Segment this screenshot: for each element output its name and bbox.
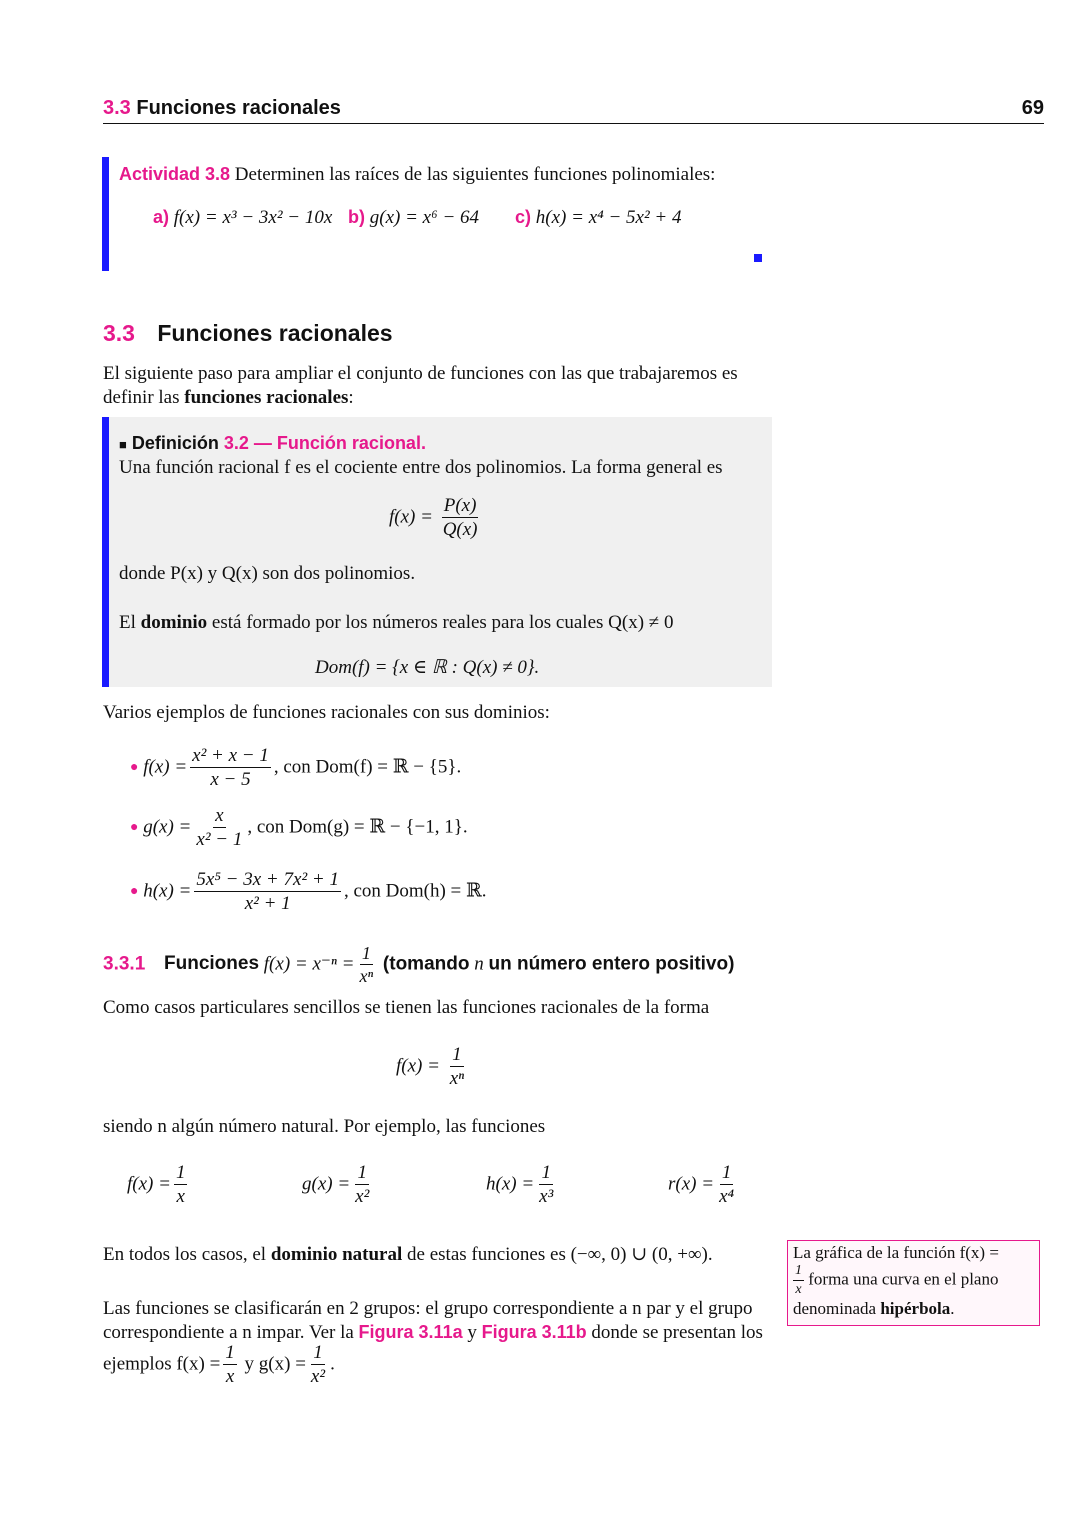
- definition-formula: [389, 496, 483, 540]
- item-lhs: f(x) =: [173, 207, 218, 228]
- numerator: 1: [452, 1044, 462, 1065]
- denominator: x: [176, 1185, 185, 1207]
- example-item: [130, 870, 487, 914]
- item-label: c): [515, 207, 532, 227]
- formula-lhs: f(x) =: [389, 506, 433, 528]
- fraction: [223, 1343, 237, 1387]
- domain-text: está formado por los números reales para los cuales Q(x) ≠ 0: [207, 612, 674, 633]
- denominator: x³: [539, 1185, 554, 1207]
- domain-bold: dominio: [140, 612, 208, 633]
- definition-text: Una función racional f es el cociente entre dos polinomios. La forma general es: [119, 457, 723, 478]
- denominator: x: [225, 1365, 235, 1387]
- denominator: x² + 1: [244, 892, 291, 914]
- definition-heading: [119, 433, 426, 454]
- section-intro-line1: El siguiente paso para ampliar el conjunto de funciones con las que trabajaremos es: [103, 363, 738, 384]
- activity-item-a: [153, 207, 332, 229]
- definition-where: donde P(x) y Q(x) son dos polinomios.: [119, 563, 416, 584]
- fraction: [537, 1163, 555, 1207]
- item-label: b): [348, 207, 365, 227]
- definition-bar: [102, 417, 109, 687]
- numerator: 1: [721, 1162, 732, 1183]
- denominator: x²: [310, 1365, 326, 1387]
- item-expr: x⁶ − 64: [422, 207, 480, 228]
- text: .: [950, 1299, 955, 1318]
- func-lhs: g(x) =: [302, 1173, 351, 1195]
- activity-statement: [119, 164, 715, 186]
- activity-text: Determinen las raíces de las siguientes funciones polinomiales:: [234, 164, 716, 185]
- subsection-heading: [103, 944, 734, 986]
- denominator: x²: [355, 1185, 370, 1207]
- denominator: xⁿ: [359, 965, 374, 986]
- function-example: [486, 1163, 558, 1207]
- text: y g(x) =: [244, 1353, 306, 1375]
- activity-item-c: [515, 207, 682, 229]
- running-header: [103, 97, 341, 120]
- paragraph: Como casos particulares sencillos se tienen las funciones racionales de la forma: [103, 997, 710, 1018]
- text: correspondiente a n impar. Ver la: [103, 1322, 359, 1343]
- subsection-title: Funciones: [164, 953, 260, 975]
- margin-note-line1: La gráfica de la función f(x) =: [793, 1243, 999, 1262]
- domain-text: El: [119, 612, 141, 633]
- example-lhs: f(x) =: [143, 756, 188, 778]
- numerator: 1: [357, 1162, 367, 1183]
- function-example: [127, 1163, 190, 1207]
- paragraph-line: Las funciones se clasificarán en 2 grupos: el grupo correspondiente a n par y el grupo: [103, 1298, 753, 1319]
- example-lhs: g(x) =: [143, 816, 192, 838]
- bold-text: dominio natural: [270, 1244, 403, 1265]
- func-lhs: r(x) =: [668, 1173, 715, 1195]
- paragraph-line: [103, 1343, 335, 1387]
- page-number: 69: [1021, 97, 1044, 119]
- intro-text: definir las: [103, 387, 185, 408]
- fraction: [358, 944, 376, 986]
- numerator: 1: [793, 1264, 804, 1281]
- func-lhs: f(x) =: [127, 1173, 171, 1195]
- intro-bold: funciones racionales: [184, 387, 349, 408]
- denominator: x: [795, 1281, 802, 1297]
- bold-text: hipérbola: [880, 1299, 951, 1318]
- fraction: [194, 806, 244, 850]
- func-lhs: h(x) =: [486, 1173, 535, 1195]
- formula-block: [396, 1045, 469, 1089]
- numerator: 5x⁵ − 3x + 7x² + 1: [196, 869, 339, 890]
- text: donde se presentan los: [586, 1322, 763, 1343]
- numerator: x: [215, 805, 224, 826]
- section-intro-line2: [103, 387, 354, 409]
- fraction: [353, 1163, 371, 1207]
- subsection-number: 3.3.1: [103, 953, 146, 975]
- paragraph-domain: [103, 1243, 713, 1266]
- section-heading: [103, 320, 393, 347]
- fraction: [174, 1163, 188, 1207]
- formula-lhs: f(x) =: [396, 1055, 440, 1077]
- fraction: [190, 746, 271, 790]
- numerator: 1: [175, 1162, 186, 1183]
- activity-label: Actividad 3.8: [119, 164, 231, 184]
- header-title: Funciones racionales: [136, 97, 341, 119]
- numerator: 1: [541, 1162, 551, 1183]
- denominator: xⁿ: [449, 1067, 465, 1089]
- subsection-expr: f(x) = x⁻ⁿ =: [263, 953, 355, 975]
- square-bullet-icon: ■: [119, 437, 127, 452]
- item-label: a): [153, 207, 170, 227]
- paragraph: siendo n algún número natural. Por ejemplo, las funciones: [103, 1116, 546, 1137]
- function-example: [668, 1163, 739, 1207]
- example-domain: , con Dom(f) = ℝ − {5}.: [273, 756, 462, 778]
- domain-formula: Dom(f) = {x ∈ ℝ : Q(x) ≠ 0}.: [315, 657, 540, 678]
- text: En todos los casos, el: [103, 1244, 271, 1265]
- example-domain: , con Dom(h) = ℝ.: [343, 880, 487, 902]
- denominator: x² − 1: [196, 828, 243, 850]
- examples-intro: Varios ejemplos de funciones racionales con sus dominios:: [103, 702, 550, 723]
- denominator: Q(x): [442, 518, 478, 540]
- item-lhs: h(x) =: [535, 207, 584, 228]
- numerator: 1: [361, 943, 371, 963]
- bullet-icon: ●: [130, 759, 139, 775]
- text: ejemplos f(x) =: [103, 1353, 221, 1375]
- text: denominada: [793, 1299, 881, 1318]
- header-section-number: 3.3: [103, 97, 131, 119]
- fraction: [717, 1163, 736, 1207]
- activity-bar: [102, 157, 109, 271]
- subsection-title: un número entero positivo): [488, 953, 735, 975]
- example-item: [130, 746, 461, 790]
- example-item: [130, 806, 468, 850]
- subsection-n: n: [474, 953, 484, 975]
- bullet-icon: ●: [130, 883, 139, 899]
- denominator: x⁴: [719, 1185, 735, 1207]
- fraction: [793, 1264, 804, 1297]
- margin-note-line3: [793, 1299, 955, 1319]
- text: .: [330, 1353, 335, 1375]
- definition-word: Definición: [131, 433, 219, 453]
- figure-link-3-11a[interactable]: Figura 3.11a: [358, 1322, 463, 1342]
- paragraph-line: [103, 1322, 763, 1344]
- fraction: [441, 496, 480, 540]
- numerator: 1: [225, 1342, 235, 1363]
- text: forma una curva en el plano: [808, 1269, 999, 1289]
- end-of-activity-square-icon: [754, 254, 762, 262]
- text: de estas funciones es (−∞, 0) ∪ (0, +∞).: [402, 1244, 713, 1265]
- item-expr: x³ − 3x² − 10x: [222, 207, 333, 228]
- denominator: x − 5: [210, 768, 251, 790]
- section-title: Funciones racionales: [157, 320, 393, 346]
- numerator: 1: [313, 1342, 323, 1363]
- figure-link-3-11b[interactable]: Figura 3.11b: [481, 1322, 587, 1342]
- function-example: [302, 1163, 374, 1207]
- fraction: [309, 1343, 327, 1387]
- header-rule: [103, 123, 1044, 124]
- margin-note-line2: [793, 1264, 998, 1297]
- bullet-icon: ●: [130, 819, 139, 835]
- fraction: [448, 1045, 466, 1089]
- definition-domain: [119, 612, 673, 634]
- text: y: [462, 1322, 482, 1343]
- intro-colon: :: [348, 387, 354, 408]
- definition-number: 3.2 — Función racional.: [223, 433, 426, 453]
- item-expr: x⁴ − 5x² + 4: [588, 207, 682, 228]
- numerator: x² + x − 1: [192, 745, 269, 766]
- activity-item-b: [348, 207, 479, 229]
- numerator: P(x): [443, 495, 477, 516]
- example-domain: , con Dom(g) = ℝ − {−1, 1}.: [247, 816, 468, 838]
- section-number: 3.3: [103, 320, 135, 346]
- item-lhs: g(x) =: [369, 207, 418, 228]
- example-lhs: h(x) =: [143, 880, 192, 902]
- subsection-title: (tomando: [382, 953, 470, 975]
- fraction: [194, 870, 341, 914]
